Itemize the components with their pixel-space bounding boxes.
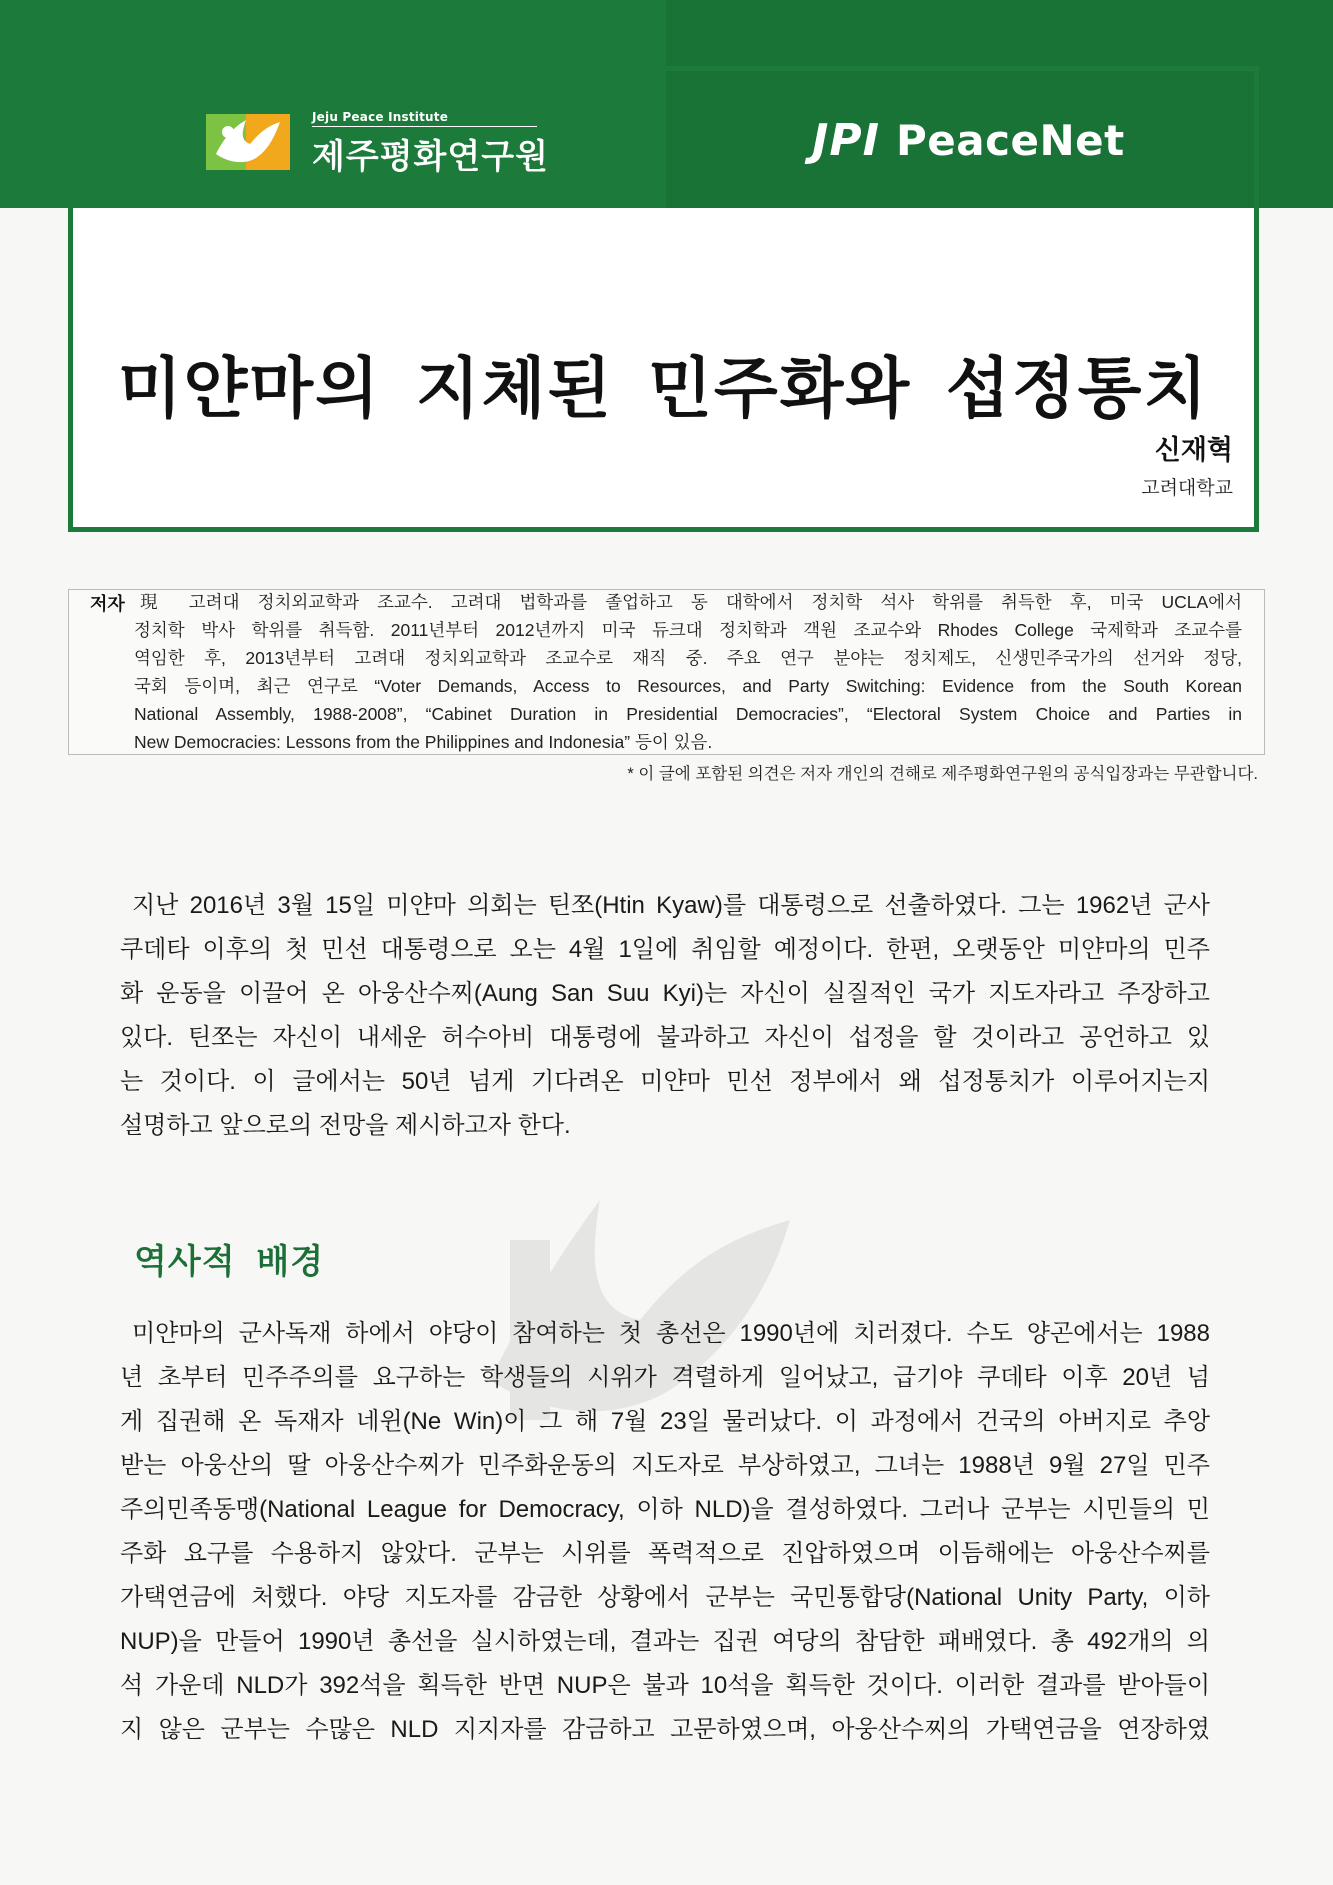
article-title: 미얀마의 지체된 민주화와 섭정통치 bbox=[117, 350, 1210, 427]
paragraph-line: 게 집권해 온 독재자 네윈(Ne Win)이 그 해 7월 23일 물러났다. 이 과정에서 건국의 아버지로 추앙 bbox=[120, 1408, 1210, 1435]
dove-logo-icon bbox=[206, 110, 296, 174]
paragraph-line: 설명하고 앞으로의 전망을 제시하고자 한다. bbox=[120, 1112, 571, 1139]
disclaimer: * 이 글에 포함된 의견은 저자 개인의 견해로 제주평화연구원의 공식입장과는 무관합니다. bbox=[627, 765, 1258, 783]
paragraph-line: 지난 2016년 3월 15일 미얀마 의회는 틴쪼(Htin Kyaw)를 대통령으로 선출하였다. 그는 1962년 군사 bbox=[132, 892, 1210, 919]
paragraph-line: 쿠데타 이후의 첫 민선 대통령으로 오는 4월 1일에 취임할 예정이다. 한편, 오랫동안 미얀마의 민주 bbox=[120, 936, 1210, 963]
paragraph-line: 주화 요구를 수용하지 않았다. 군부는 시위를 폭력적으로 진압하였으며 이듬해에는 아웅산수찌를 bbox=[120, 1540, 1210, 1567]
paragraph-line: 화 운동을 이끌어 온 아웅산수찌(Aung San Suu Kyi)는 자신이 실질적인 국가 지도자라고 주장하고 bbox=[120, 980, 1210, 1007]
bio-line: New Democracies: Lessons from the Philippines and Indonesia” 등이 있음. bbox=[134, 732, 713, 752]
paragraph-line: 주의민족동맹(National League for Democracy, 이하 NLD)을 결성하였다. 그러나 군부는 시민들의 민 bbox=[120, 1496, 1210, 1523]
paragraph-line: 석 가운데 NLD가 392석을 획득한 반면 NUP은 불과 10석을 획득한 것이다. 이러한 결과를 받아들이 bbox=[120, 1672, 1210, 1699]
history-paragraph bbox=[120, 1312, 1210, 1752]
paragraph-line: NUP)을 만들어 1990년 총선을 실시하였는데, 결과는 집권 여당의 참담한 패배였다. 총 492개의 의 bbox=[120, 1628, 1210, 1655]
bio-line: 국회 등이며, 최근 연구로 “Voter Demands, Access to Resources, and Party Switching: Evidence from the South Korean bbox=[134, 676, 1242, 696]
author-affiliation: 고려대학교 bbox=[1141, 477, 1233, 499]
intro-paragraph bbox=[120, 884, 1210, 1148]
bio-label: 저자 bbox=[90, 594, 125, 615]
bio-line: 역임한 후, 2013년부터 고려대 정치외교학과 조교수로 재직 중. 주요 연구 분야는 정치제도, 신생민주국가의 선거와 정당, bbox=[134, 648, 1242, 668]
paragraph-line: 지 않은 군부는 수많은 NLD 지지자를 감금하고 고문하였으며, 아웅산수찌의 가택연금을 연장하였 bbox=[120, 1716, 1210, 1743]
jpi-mark: JPI bbox=[812, 115, 880, 166]
author-name: 신재혁 bbox=[1154, 435, 1233, 466]
paragraph-line: 받는 아웅산의 딸 아웅산수찌가 민주화운동의 지도자로 부상하였고, 그녀는 1988년 9월 27일 민주 bbox=[120, 1452, 1210, 1479]
author-bio bbox=[134, 588, 1242, 756]
paragraph-line: 있다. 틴쪼는 자신이 내세운 허수아비 대통령에 불과하고 자신이 섭정을 할 것이라고 공언하고 있 bbox=[120, 1024, 1210, 1051]
bio-line: National Assembly, 1988-2008”, “Cabinet Duration in Presidential Democracies”, “Electoral System Choice and Parties in bbox=[134, 704, 1242, 724]
paragraph-line: 미얀마의 군사독재 하에서 야당이 참여하는 첫 총선은 1990년에 치러졌다. 수도 양곤에서는 1988 bbox=[132, 1320, 1210, 1347]
paragraph-line: 는 것이다. 이 글에서는 50년 넘게 기다려온 미얀마 민선 정부에서 왜 섭정통치가 이루어지는지 bbox=[120, 1068, 1210, 1095]
jeju-peace-institute-logo[interactable] bbox=[206, 110, 549, 177]
paragraph-line: 가택연금에 처했다. 야당 지도자를 감금한 상황에서 군부는 국민통합당(National Unity Party, 이하 bbox=[120, 1584, 1210, 1611]
institute-name-ko: 제주평화연구원 bbox=[312, 137, 549, 177]
institute-name-en: Jeju Peace Institute bbox=[312, 110, 537, 127]
bio-line: 정치학 박사 학위를 취득함. 2011년부터 2012년까지 미국 듀크대 정치학과 객원 조교수와 Rhodes College 국제학과 조교수를 bbox=[134, 620, 1242, 640]
section-heading: 역사적 배경 bbox=[134, 1242, 325, 1282]
bio-line: 現 고려대 정치외교학과 조교수. 고려대 법학과를 졸업하고 동 대학에서 정치학 석사 학위를 취득한 후, 미국 UCLA에서 bbox=[140, 592, 1242, 612]
paragraph-line: 년 초부터 민주주의를 요구하는 학생들의 시위가 격렬하게 일어났고, 급기야 쿠데타 이후 20년 넘 bbox=[120, 1364, 1210, 1391]
peacenet-logo[interactable] bbox=[812, 115, 1125, 166]
peacenet-name: PeaceNet bbox=[896, 116, 1125, 165]
